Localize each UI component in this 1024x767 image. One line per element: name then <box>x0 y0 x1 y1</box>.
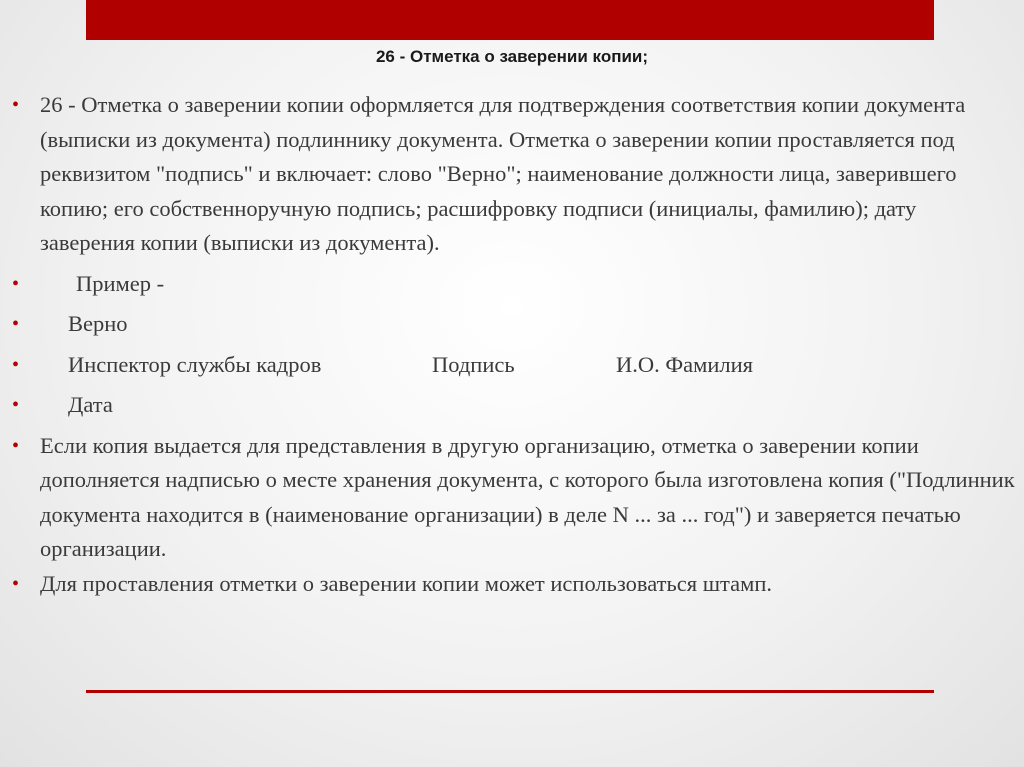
bullet-icon: • <box>12 394 20 416</box>
bullet-icon: • <box>12 353 20 376</box>
top-accent-bar <box>86 0 934 40</box>
bullet-text: Если копия выдается для представления в другую организацию, отметка о заверении копии дополняется надписью о месте хранения документа, с которого была изготовлена копия ("Подлинник документа находится в (наименование организации) в деле N ... за ... год") и заверяется печатью организации. <box>40 432 1015 561</box>
bullet-text: 26 - Отметка о заверении копии оформляется для подтверждения соответствия копии документа (выписки из документа) подлиннику документа. Отметка о заверении копии проставляется под реквизитом "подпись" и включает: слово "Верно"; наименование должности лица, заверившего копию; его собственноручную подпись; расшифровку подписи (инициалы, фамилию); дату заверения копии (выписки из документа). <box>40 92 966 255</box>
list-item <box>12 307 1016 342</box>
bullet-icon: • <box>12 434 20 457</box>
list-item <box>12 267 1016 302</box>
bullet-icon: • <box>12 94 20 116</box>
example-signature-row <box>40 348 753 383</box>
bullet-text: Для проставления отметки о заверении копии может использоваться штамп. <box>40 570 773 596</box>
example-position: Инспектор службы кадров <box>68 351 322 377</box>
example-verno: Верно <box>68 311 128 336</box>
slide-title: 26 - Отметка о заверении копии; <box>375 47 649 66</box>
list-item <box>12 348 1016 383</box>
bullet-icon: • <box>12 272 20 295</box>
bullet-list <box>12 88 1016 601</box>
example-label: Пример - <box>76 270 165 296</box>
list-item <box>12 388 1016 423</box>
list-item <box>12 88 1016 261</box>
list-item <box>12 429 1016 567</box>
list-item <box>12 567 1016 602</box>
bullet-icon: • <box>12 572 20 595</box>
example-name: И.О. Фамилия <box>616 351 754 377</box>
example-date: Дата <box>68 392 113 417</box>
example-signature: Подпись <box>432 351 515 377</box>
bottom-accent-line <box>86 690 934 693</box>
bullet-icon: • <box>12 313 20 335</box>
